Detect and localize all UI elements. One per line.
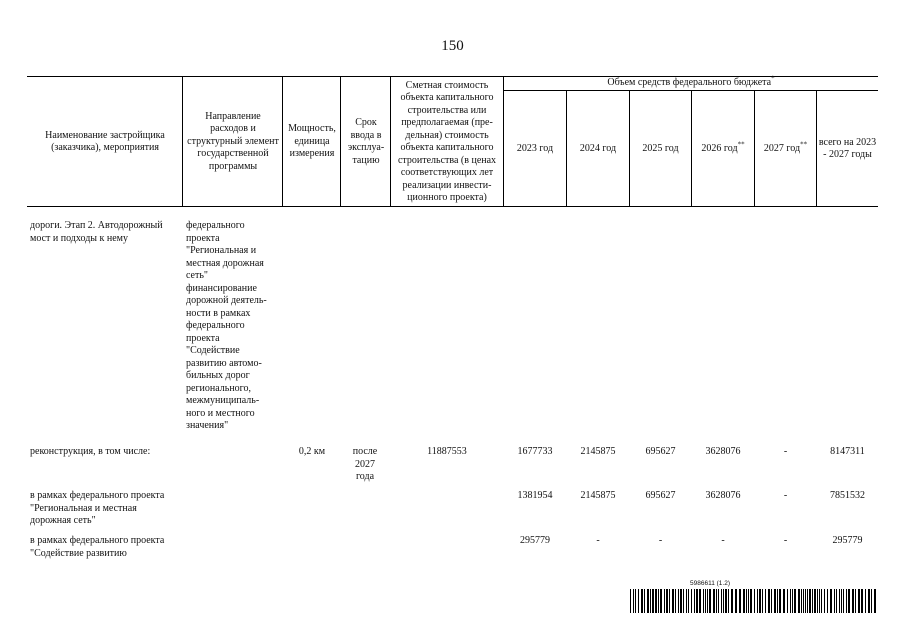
row-2027: -	[783, 490, 788, 501]
row-term: после 2027 года	[352, 446, 378, 482]
row-2023: 1677733	[517, 446, 553, 457]
row-2026: 3628076	[705, 446, 741, 457]
row-direction: федерального проекта "Региональная и местная дорожная сеть" финансирование дорожной деятель- ности в рамках федерального проекта "Содействие развитию автомо- бильных дорог регионального, межмуниципаль- ного и местного значения"	[186, 220, 267, 431]
header-2024: 2024 год	[579, 142, 617, 154]
header-2025: 2025 год	[642, 142, 679, 154]
header-direction: Направление расходов и структурный элемент государственной программы	[187, 110, 279, 172]
row-estimate: 11887553	[427, 446, 467, 457]
header-estimate: Сметная стоимость объекта капитального строительства или предполагаемая (пре-дельная) стоимость объекта капитального строительства (в ценах соответствующих лет реализации инвести-ционного проекта)	[397, 79, 497, 203]
header-term: Срок ввода в эксплуа-тацию	[347, 117, 385, 166]
row-total: 295779	[832, 535, 863, 546]
row-2026: 3628076	[705, 490, 741, 501]
header-2023: 2023 год	[516, 142, 554, 154]
row-2024: -	[596, 535, 600, 546]
row-2026: -	[721, 535, 725, 546]
row-2025: 695627	[645, 446, 676, 457]
col-divider	[340, 76, 341, 206]
row-name: реконструкция, в том числе:	[30, 446, 151, 457]
header-budget-group: Объем средств федерального бюджета*	[607, 74, 775, 89]
row-total: 8147311	[830, 446, 865, 457]
page-number: 150	[441, 38, 464, 54]
header-capacity: Мощность, единица измерения	[288, 123, 336, 160]
header-2027: 2027 год**	[763, 140, 808, 154]
col-divider	[182, 76, 183, 206]
barcode-image	[630, 589, 878, 613]
header-2026: 2026 год**	[701, 140, 745, 154]
header-bottom-rule	[27, 206, 878, 207]
row-2023: 295779	[520, 535, 550, 546]
row-2025: -	[658, 535, 663, 546]
row-2024: 2145875	[580, 490, 616, 501]
row-2027: -	[783, 446, 788, 457]
header-total: всего на 2023 - 2027 годы	[818, 136, 877, 160]
row-capacity: 0,2 км	[298, 446, 326, 457]
row-name: в рамках федерального проекта "Региональная и местная дорожная сеть"	[30, 490, 165, 526]
row-total: 7851532	[830, 490, 865, 501]
row-2025: 695627	[645, 490, 676, 501]
barcode-number: 5986611 (1.2)	[690, 580, 730, 587]
row-2024: 2145875	[580, 446, 616, 457]
row-name: в рамках федерального проекта "Содействие развитию	[30, 535, 165, 559]
col-divider	[282, 76, 283, 206]
row-name: дороги. Этап 2. Автодорожный мост и подходы к нему	[30, 220, 163, 244]
col-divider	[390, 76, 391, 206]
row-2023: 1381954	[517, 490, 553, 501]
header-name: Наименование застройщика (заказчика), мероприятия	[45, 129, 165, 153]
row-2027: -	[783, 535, 788, 546]
